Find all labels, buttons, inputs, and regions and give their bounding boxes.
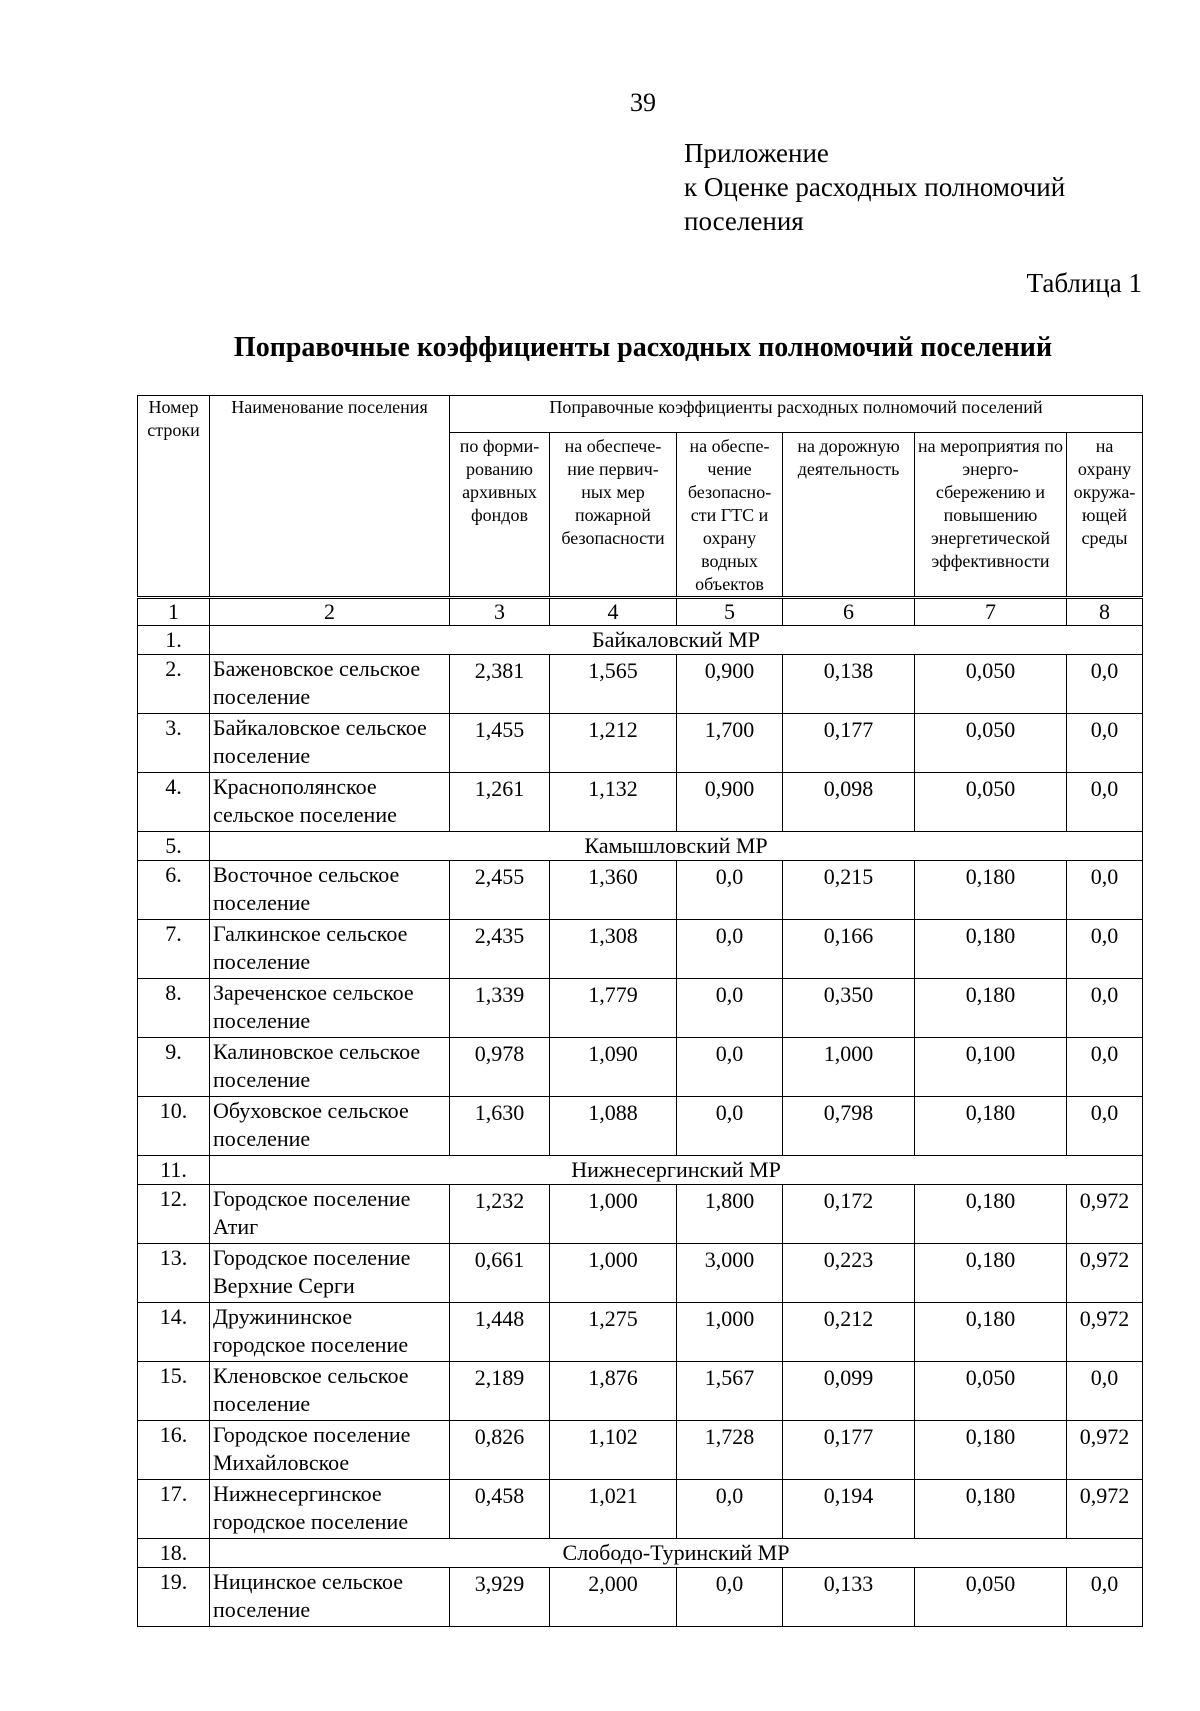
table-row	[138, 979, 1143, 1038]
document-title: Поправочные коэффициенты расходных полномочий поселений	[233, 332, 1053, 363]
coefficient-value: 1,455	[450, 714, 550, 773]
table-row	[138, 1480, 1143, 1539]
coefficient-value: 1,000	[550, 1244, 677, 1303]
appendix-line-1: Приложение	[684, 138, 829, 168]
settlement-name: Нижнесергинское городское поселение	[210, 1480, 450, 1539]
column-number: 6	[783, 598, 915, 626]
settlement-name: Зареченское сельское поселение	[210, 979, 450, 1038]
coefficient-value: 0,172	[783, 1185, 915, 1244]
settlement-name: Кленовское сельское поселение	[210, 1362, 450, 1421]
row-number: 11.	[138, 1156, 210, 1185]
settlement-name: Восточное сельское поселение	[210, 861, 450, 920]
coefficient-value: 1,275	[550, 1303, 677, 1362]
column-number: 1	[138, 598, 210, 626]
coefficient-value: 2,000	[550, 1568, 677, 1627]
district-name: Слободо-Туринский МР	[210, 1539, 1143, 1568]
row-number: 12.	[138, 1185, 210, 1244]
coefficient-value: 0,180	[915, 1421, 1067, 1480]
column-number: 2	[210, 598, 450, 626]
coefficient-value: 1,308	[550, 920, 677, 979]
coefficient-value: 2,381	[450, 655, 550, 714]
coefficient-value: 1,212	[550, 714, 677, 773]
district-name: Нижнесергинский МР	[210, 1156, 1143, 1185]
coefficient-value: 0,900	[677, 655, 783, 714]
district-group-row	[138, 1156, 1143, 1185]
district-group-row	[138, 1539, 1143, 1568]
table-row	[138, 1421, 1143, 1480]
row-number: 4.	[138, 773, 210, 832]
row-number: 19.	[138, 1568, 210, 1627]
coefficient-value: 1,339	[450, 979, 550, 1038]
coefficient-value: 0,972	[1067, 1244, 1143, 1303]
coefficient-value: 0,180	[915, 920, 1067, 979]
coefficient-value: 3,000	[677, 1244, 783, 1303]
header-archive-funds: по форми-рованию архивных фондов	[450, 433, 550, 598]
settlement-name: Калиновское сельское поселение	[210, 1038, 450, 1097]
appendix-note	[684, 136, 1065, 238]
table-row	[138, 1038, 1143, 1097]
coefficients-table	[137, 395, 1143, 1627]
row-number: 2.	[138, 655, 210, 714]
coefficient-value: 0,180	[915, 979, 1067, 1038]
coefficient-value: 0,138	[783, 655, 915, 714]
coefficient-value: 0,972	[1067, 1185, 1143, 1244]
coefficient-value: 1,728	[677, 1421, 783, 1480]
row-number: 18.	[138, 1539, 210, 1568]
coefficient-value: 1,630	[450, 1097, 550, 1156]
coefficient-value: 1,360	[550, 861, 677, 920]
coefficient-value: 2,435	[450, 920, 550, 979]
column-number: 5	[677, 598, 783, 626]
coefficient-value: 0,212	[783, 1303, 915, 1362]
row-number: 3.	[138, 714, 210, 773]
row-number: 7.	[138, 920, 210, 979]
district-group-row	[138, 626, 1143, 655]
settlement-name: Краснополянское сельское поселение	[210, 773, 450, 832]
coefficient-value: 0,0	[1067, 920, 1143, 979]
coefficient-value: 0,0	[1067, 773, 1143, 832]
coefficient-value: 1,000	[677, 1303, 783, 1362]
district-name: Камышловский МР	[210, 832, 1143, 861]
coefficient-value: 0,0	[1067, 979, 1143, 1038]
coefficient-value: 2,455	[450, 861, 550, 920]
coefficient-value: 0,050	[915, 1568, 1067, 1627]
coefficient-value: 2,189	[450, 1362, 550, 1421]
coefficient-value: 1,102	[550, 1421, 677, 1480]
coefficient-value: 0,0	[1067, 655, 1143, 714]
coefficient-value: 1,565	[550, 655, 677, 714]
table-label: Таблица 1	[1026, 268, 1142, 298]
table-row	[138, 1185, 1143, 1244]
page-number: 39	[630, 88, 656, 117]
coefficient-value: 1,779	[550, 979, 677, 1038]
coefficient-value: 1,700	[677, 714, 783, 773]
table-row	[138, 773, 1143, 832]
coefficient-value: 0,050	[915, 1362, 1067, 1421]
coefficient-value: 0,0	[677, 1480, 783, 1539]
coefficient-value: 0,180	[915, 1185, 1067, 1244]
settlement-name: Галкинское сельское поселение	[210, 920, 450, 979]
coefficient-value: 0,180	[915, 1480, 1067, 1539]
coefficient-value: 0,098	[783, 773, 915, 832]
settlement-name: Баженовское сельское поселение	[210, 655, 450, 714]
coefficient-value: 0,180	[915, 1303, 1067, 1362]
header-settlement-name: Наименование поселения	[210, 396, 450, 598]
coefficient-value: 0,0	[677, 1038, 783, 1097]
coefficient-value: 0,166	[783, 920, 915, 979]
coefficient-value: 1,000	[783, 1038, 915, 1097]
header-environment: на охрану окружа-ющей среды	[1067, 433, 1143, 598]
table-row	[138, 1362, 1143, 1421]
district-group-row	[138, 832, 1143, 861]
coefficient-value: 0,978	[450, 1038, 550, 1097]
table-row	[138, 1097, 1143, 1156]
column-number: 7	[915, 598, 1067, 626]
coefficient-value: 0,972	[1067, 1303, 1143, 1362]
coefficient-value: 0,0	[677, 920, 783, 979]
coefficient-value: 0,661	[450, 1244, 550, 1303]
appendix-line-2: к Оценке расходных полномочий	[684, 172, 1066, 202]
coefficient-value: 1,567	[677, 1362, 783, 1421]
column-number: 8	[1067, 598, 1143, 626]
row-number: 1.	[138, 626, 210, 655]
coefficient-value: 0,177	[783, 1421, 915, 1480]
header-coefficients-group: Поправочные коэффициенты расходных полномочий поселений	[450, 396, 1143, 433]
settlement-name: Обуховское сельское поселение	[210, 1097, 450, 1156]
coefficient-value: 1,021	[550, 1480, 677, 1539]
table-row	[138, 655, 1143, 714]
table-row	[138, 714, 1143, 773]
coefficient-value: 0,050	[915, 655, 1067, 714]
coefficient-value: 0,0	[1067, 1038, 1143, 1097]
coefficient-value: 0,0	[677, 1097, 783, 1156]
table-row	[138, 920, 1143, 979]
settlement-name: Байкаловское сельское поселение	[210, 714, 450, 773]
coefficient-value: 0,900	[677, 773, 783, 832]
coefficient-value: 3,929	[450, 1568, 550, 1627]
table-body	[138, 598, 1143, 1627]
coefficient-value: 0,194	[783, 1480, 915, 1539]
table-row	[138, 1568, 1143, 1627]
coefficient-value: 1,800	[677, 1185, 783, 1244]
row-number: 10.	[138, 1097, 210, 1156]
column-number-row	[138, 598, 1143, 626]
table-row	[138, 1303, 1143, 1362]
coefficient-value: 0,180	[915, 1244, 1067, 1303]
coefficient-value: 1,448	[450, 1303, 550, 1362]
coefficient-value: 0,972	[1067, 1480, 1143, 1539]
row-number: 17.	[138, 1480, 210, 1539]
appendix-line-3: поселения	[684, 206, 804, 236]
coefficient-value: 0,350	[783, 979, 915, 1038]
coefficient-value: 0,0	[677, 861, 783, 920]
header-energy-saving: на мероприятия по энерго-сбережению и повышению энергетической эффективности	[915, 433, 1067, 598]
coefficient-value: 0,0	[1067, 714, 1143, 773]
settlement-name: Городское поселение Атиг	[210, 1185, 450, 1244]
column-number: 4	[550, 598, 677, 626]
coefficient-value: 0,972	[1067, 1421, 1143, 1480]
coefficient-value: 1,000	[550, 1185, 677, 1244]
row-number: 13.	[138, 1244, 210, 1303]
row-number: 5.	[138, 832, 210, 861]
column-number: 3	[450, 598, 550, 626]
coefficient-value: 1,876	[550, 1362, 677, 1421]
coefficient-value: 0,180	[915, 1097, 1067, 1156]
coefficient-value: 0,050	[915, 714, 1067, 773]
coefficient-value: 1,090	[550, 1038, 677, 1097]
row-number: 16.	[138, 1421, 210, 1480]
coefficient-value: 0,100	[915, 1038, 1067, 1097]
settlement-name: Городское поселение Верхние Серги	[210, 1244, 450, 1303]
district-name: Байкаловский МР	[210, 626, 1143, 655]
coefficient-value: 0,0	[1067, 1362, 1143, 1421]
settlement-name: Ницинское сельское поселение	[210, 1568, 450, 1627]
coefficient-value: 1,088	[550, 1097, 677, 1156]
coefficient-value: 0,050	[915, 773, 1067, 832]
coefficient-value: 0,0	[1067, 861, 1143, 920]
coefficient-value: 0,0	[677, 1568, 783, 1627]
coefficient-value: 0,223	[783, 1244, 915, 1303]
row-number: 15.	[138, 1362, 210, 1421]
table-row	[138, 1244, 1143, 1303]
settlement-name: Дружининское городское поселение	[210, 1303, 450, 1362]
row-number: 14.	[138, 1303, 210, 1362]
settlement-name: Городское поселение Михайловское	[210, 1421, 450, 1480]
coefficient-value: 1,261	[450, 773, 550, 832]
row-number: 8.	[138, 979, 210, 1038]
coefficient-value: 0,177	[783, 714, 915, 773]
row-number: 9.	[138, 1038, 210, 1097]
coefficient-value: 1,232	[450, 1185, 550, 1244]
header-row-number: Номер строки	[138, 396, 210, 598]
header-fire-safety: на обеспече-ние первич-ных мер пожарной безопасности	[550, 433, 677, 598]
coefficient-value: 1,132	[550, 773, 677, 832]
table-row	[138, 861, 1143, 920]
coefficient-value: 0,180	[915, 861, 1067, 920]
row-number: 6.	[138, 861, 210, 920]
coefficient-value: 0,0	[677, 979, 783, 1038]
coefficient-value: 0,099	[783, 1362, 915, 1421]
header-road-activity: на дорожную деятельность	[783, 433, 915, 598]
header-hydraulic-safety: на обеспе-чение безопасно-сти ГТС и охрану водных объектов	[677, 433, 783, 598]
coefficient-value: 0,798	[783, 1097, 915, 1156]
coefficient-value: 0,0	[1067, 1097, 1143, 1156]
coefficient-value: 0,215	[783, 861, 915, 920]
coefficient-value: 0,133	[783, 1568, 915, 1627]
coefficient-value: 0,458	[450, 1480, 550, 1539]
coefficient-value: 0,0	[1067, 1568, 1143, 1627]
coefficient-value: 0,826	[450, 1421, 550, 1480]
